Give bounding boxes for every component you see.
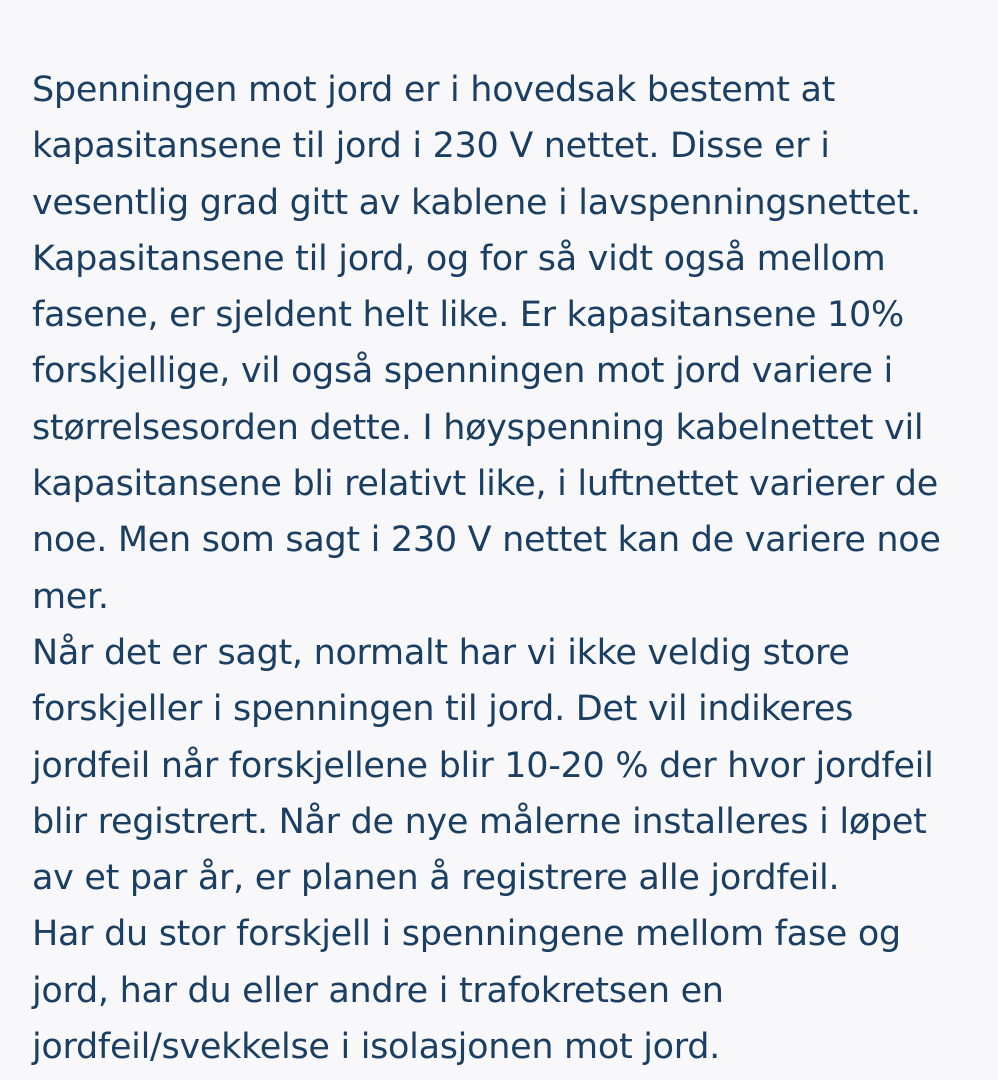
text-line: forskjeller i spenningen til jord. Det vil indikeres: [32, 689, 854, 730]
text-line: vesentlig grad gitt av kablene i lavspenningsnettet.: [32, 182, 921, 223]
text-line: fasene, er sjeldent helt like. Er kapasitansene 10%: [32, 295, 904, 336]
text-line: Spenningen mot jord er i hovedsak bestemt at: [32, 70, 836, 110]
text-line: jord, har du eller andre i trafokretsen en: [32, 970, 724, 1011]
text-line: jordfeil/svekkelse i isolasjonen mot jord.: [32, 1027, 720, 1068]
message-text: [32, 62, 982, 1075]
text-line: størrelsesorden dette. I høyspenning kabelnettet vil: [32, 407, 924, 448]
text-line: kapasitansene til jord i 230 V nettet. Disse er i: [32, 126, 830, 167]
text-line: Har du stor forskjell i spenningene mellom fase og: [32, 914, 901, 955]
text-line: kapasitansene bli relativt like, i luftnettet varierer de: [32, 464, 938, 505]
text-line: jordfeil når forskjellene blir 10-20 % der hvor jordfeil: [32, 745, 934, 786]
text-line: forskjellige, vil også spenningen mot jord variere i: [32, 351, 893, 392]
text-line: Når det er sagt, normalt har vi ikke veldig store: [32, 632, 850, 673]
text-line: noe. Men som sagt i 230 V nettet kan de variere noe: [32, 520, 941, 561]
text-line: av et par år, er planen å registrere alle jordfeil.: [32, 858, 840, 899]
text-line: mer.: [32, 576, 109, 617]
text-line: Kapasitansene til jord, og for så vidt også mellom: [32, 238, 886, 279]
text-line: blir registrert. Når de nye målerne installeres i løpet: [32, 801, 927, 842]
